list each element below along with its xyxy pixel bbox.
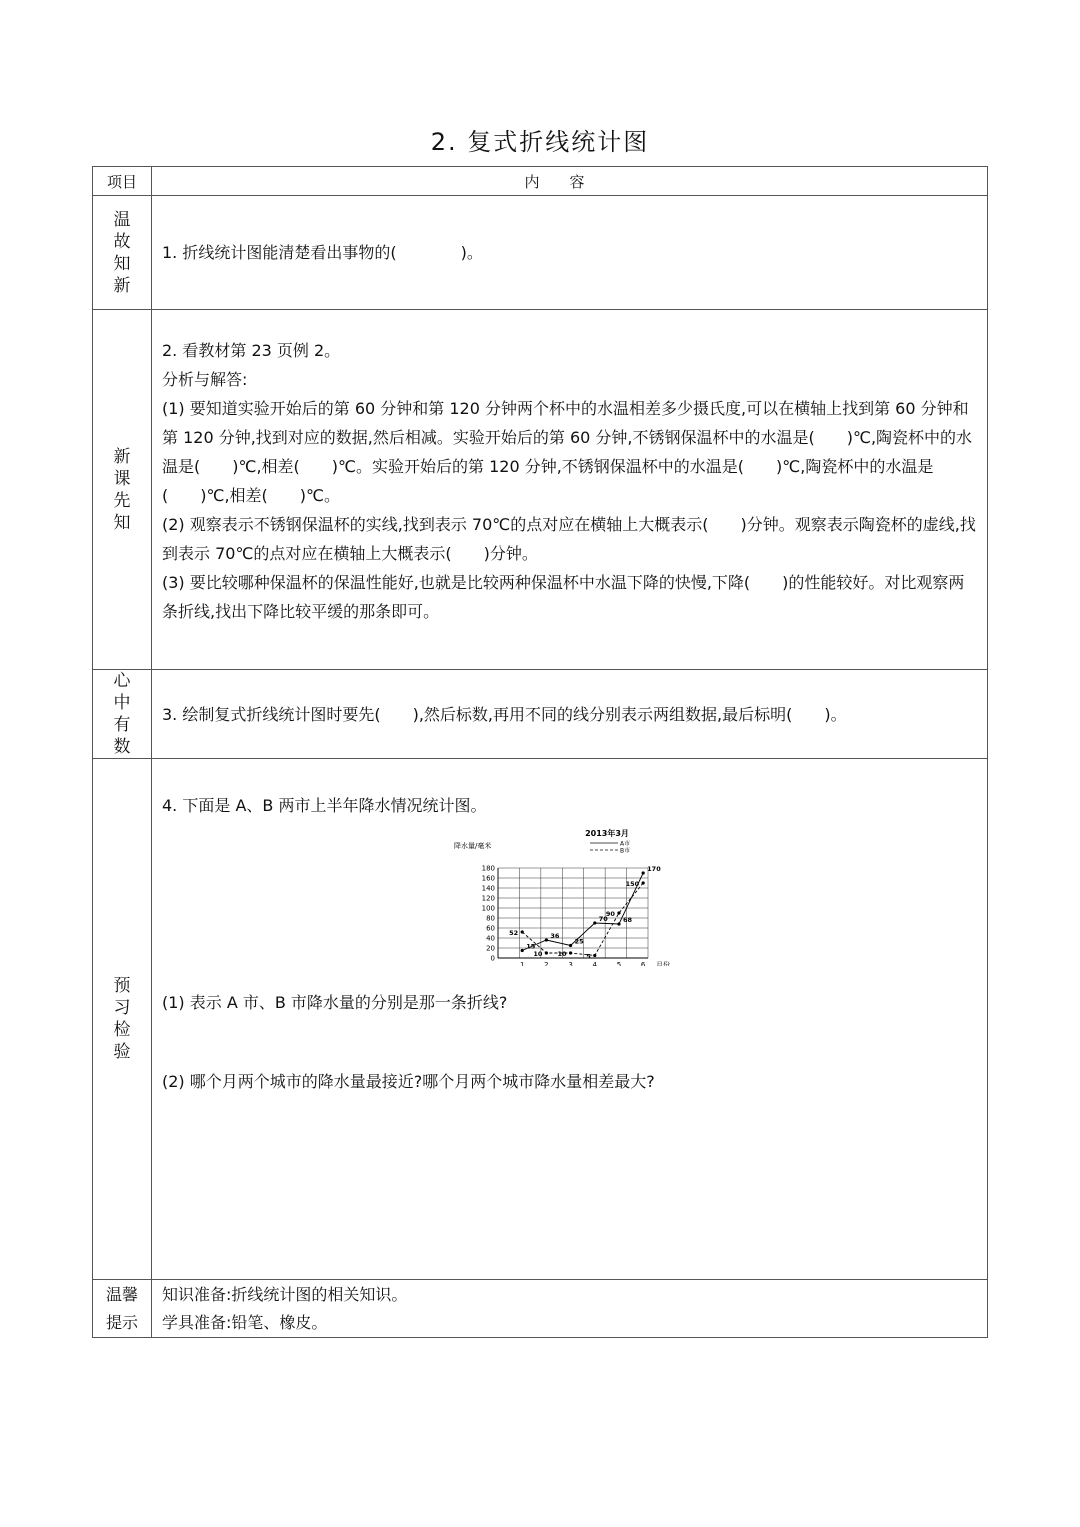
preview-label: 预 习 检 验 [93,759,152,1280]
data-label: 68 [622,916,633,924]
preview-question-2: (2) 哪个月两个城市的降水量最接近?哪个月两个城市降水量相差最大? [162,1072,655,1091]
tips-row [93,1280,988,1338]
preview-intro: 4. 下面是 A、B 两市上半年降水情况统计图。 [162,796,487,815]
data-label: 52 [509,929,519,937]
data-point [617,922,620,925]
data-point [593,921,596,924]
mind-question: 3. 绘制复式折线统计图时要先( ),然后标数,再用不同的线分别表示两组数据,最后标明( )。 [152,670,988,759]
y-tick-label: 120 [481,894,495,903]
review-row [93,196,988,310]
x-tick-label: 6 [640,961,646,966]
data-label: 15 [526,942,536,951]
header-item: 项目 [93,167,152,196]
preview-question-1: (1) 表示 A 市、B 市降水量的分别是那一条折线? [162,993,508,1012]
tips-line-knowledge: 知识准备:折线统计图的相关知识。 [162,1284,408,1304]
y-tick-label: 160 [481,874,495,883]
y-tick-label: 80 [486,914,495,923]
x-tick-label: 2 [544,961,549,966]
mind-label: 心 中 有 数 [93,670,152,759]
preview-content [152,759,988,1280]
new-lesson-line: (3) 要比较哪种保温杯的保温性能好,也就是比较两种保温杯中水温下降的快慢,下降( )的性能较好。对比观察两条折线,找出下降比较平缓的那条即可。 [162,573,965,621]
x-axis-label: 月份 [656,961,670,966]
new-lesson-label: 新 课 先 知 [93,310,152,670]
data-label: 170 [647,865,661,873]
tips-line-tools: 学具准备:铅笔、橡皮。 [162,1312,328,1332]
tips-label: 温馨 提示 [93,1280,152,1338]
x-tick-label: 1 [519,961,525,966]
y-tick-label: 100 [481,904,495,913]
x-tick-label: 5 [616,961,622,966]
y-tick-label: 0 [490,954,495,963]
data-label: 70 [598,915,608,923]
data-point [569,944,572,947]
chart-svg [452,826,682,966]
y-tick-label: 40 [486,934,495,943]
chart-title: 2013年3月 [585,829,629,838]
data-point [545,938,548,941]
data-point [569,951,572,954]
data-point [521,930,524,933]
y-tick-label: 20 [486,944,495,953]
new-lesson-line: (2) 观察表示不锈钢保温杯的实线,找到表示 70℃的点对应在横轴上大概表示( )分钟。观察表示陶瓷杯的虚线,找到表示 70℃的点对应在横轴上大概表示( )分钟。 [162,515,976,563]
precipitation-chart [452,826,682,966]
data-label: 5 [586,952,591,961]
header-content: 内容 [152,167,988,196]
data-point [545,951,548,954]
mind-row [93,670,988,759]
worksheet-table [92,166,988,1338]
data-point [642,871,645,874]
data-label: 10 [557,950,567,958]
data-label: 25 [574,937,584,946]
header-row [93,167,988,196]
data-point [521,949,524,952]
data-point [617,911,620,914]
preview-row [93,759,988,1280]
y-tick-label: 140 [481,884,495,893]
tips-content [152,1280,988,1338]
y-tick-label: 180 [481,864,495,873]
y-axis-label: 降水量/毫米 [454,842,492,850]
legend-label-1: B市 [620,847,631,855]
new-lesson-line: (1) 要知道实验开始后的第 60 分钟和第 120 分钟两个杯中的水温相差多少摄氏度,可以在横轴上找到第 60 分钟和第 120 分钟,找到对应的数据,然后相减。实验开始后的第 60 分钟,不锈钢保温杯中的水温是( )℃,陶瓷杯中的水温是( )℃,相差( )℃。实验开始后的第 120 分钟,不锈钢保温杯中的水温是( )℃,陶瓷杯中的水温是( )℃,相差( )℃。 [162,399,973,505]
review-label: 温 故 知 新 [93,196,152,310]
new-lesson-line: 2. 看教材第 23 页例 2。 [162,341,341,360]
x-tick-label: 4 [592,961,598,966]
data-point [642,881,645,884]
y-tick-label: 60 [486,924,495,933]
data-label: 150 [625,880,640,888]
data-label: 90 [605,910,615,918]
review-question: 1. 折线统计图能清楚看出事物的( )。 [152,196,988,310]
page-title: 2. 复式折线统计图 [430,128,650,156]
new-lesson-content [152,310,988,670]
data-label: 36 [550,932,560,940]
new-lesson-row [93,310,988,670]
new-lesson-line: 分析与解答: [162,370,248,389]
data-point [593,954,596,957]
data-label: 10 [533,950,543,958]
legend-label-0: A市 [620,840,631,848]
x-tick-label: 3 [568,961,573,966]
